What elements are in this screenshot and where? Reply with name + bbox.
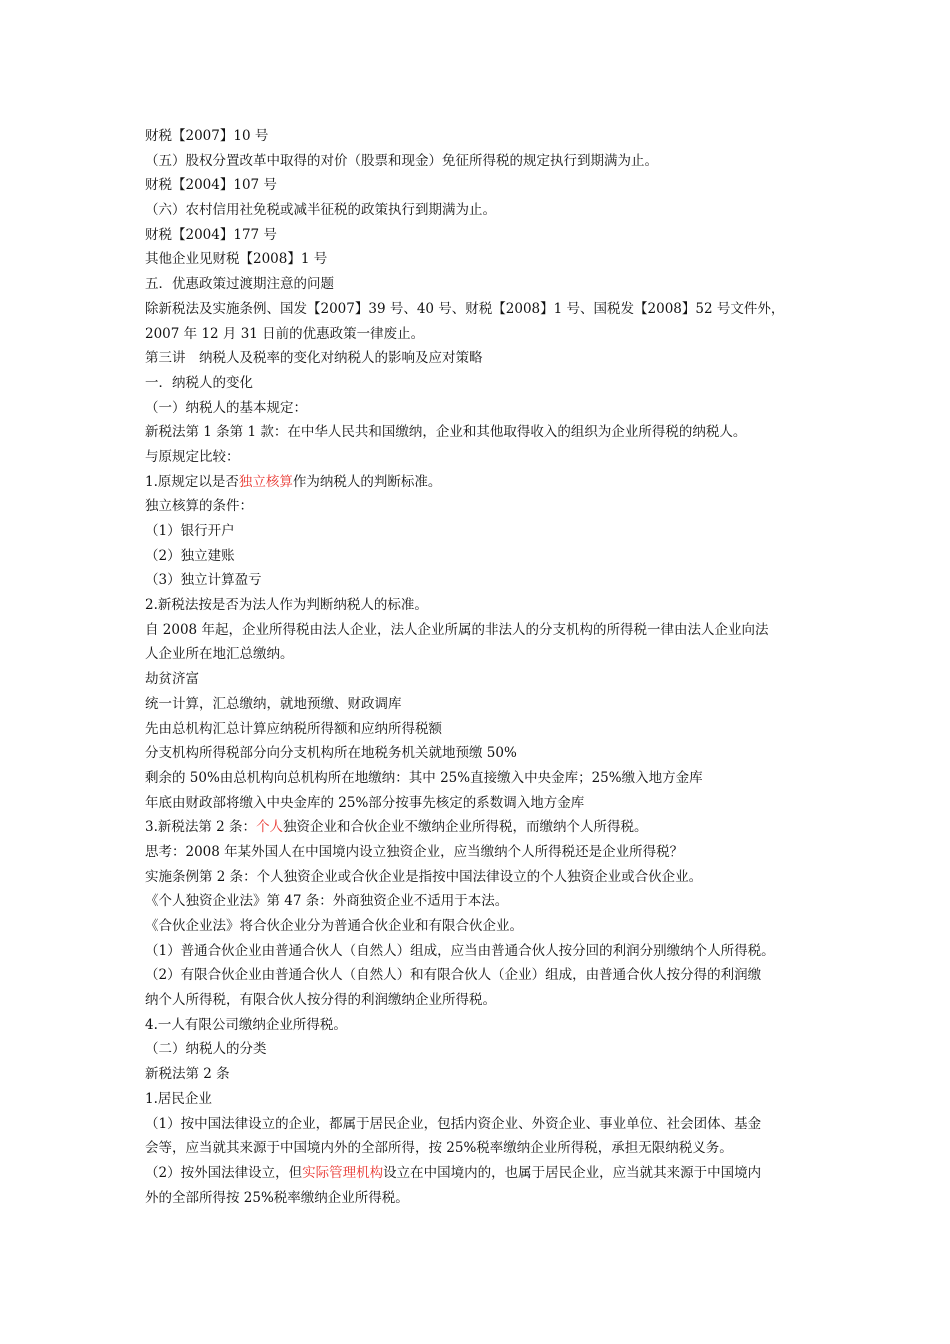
text-segment: 会等，应当就其来源于中国境内外的全部所得，按 25%税率缴纳企业所得税，承担无限纳税义务。 — [145, 1140, 733, 1157]
text-segment: 年底由财政部将缴入中央金库的 25%部分按事先核定的系数调入地方金库 — [145, 794, 585, 811]
text-line — [145, 791, 817, 816]
text-segment: （六）农村信用社免税或减半征税的政策执行到期满为止。 — [145, 202, 496, 219]
document-page — [145, 124, 817, 1210]
text-line — [145, 124, 817, 149]
text-segment: 思考：2008 年某外国人在中国境内设立独资企业，应当缴纳个人所得税还是企业所得税？ — [145, 843, 684, 860]
text-segment: 3.新税法第 2 条： — [145, 819, 257, 836]
text-segment: （五）股权分置改革中取得的对价（股票和现金）免征所得税的规定执行到期满为止。 — [145, 152, 658, 169]
text-segment: 1.原规定以是否 — [145, 473, 239, 490]
text-line — [145, 1087, 817, 1112]
text-segment: 作为纳税人的判断标准。 — [292, 473, 442, 490]
text-line — [145, 1186, 817, 1211]
text-line — [145, 988, 817, 1013]
text-line — [145, 247, 817, 272]
highlighted-term: 独立核算 — [238, 473, 293, 490]
text-segment: 自 2008 年起，企业所得税由法人企业，法人企业所属的非法人的分支机构的所得税一律由法人企业向法 — [145, 621, 769, 638]
text-segment: 财税【2004】107 号 — [145, 177, 277, 194]
text-segment: 4.一人有限公司缴纳企业所得税。 — [145, 1016, 347, 1033]
text-line — [145, 618, 817, 643]
text-line — [145, 470, 817, 495]
text-line — [145, 223, 817, 248]
text-line — [145, 939, 817, 964]
text-line — [145, 519, 817, 544]
text-line — [145, 494, 817, 519]
text-segment: 财税【2004】177 号 — [145, 226, 277, 243]
text-line — [145, 914, 817, 939]
text-segment: （1）银行开户 — [145, 523, 235, 539]
text-line — [145, 149, 817, 174]
text-segment: 劫贫济富 — [145, 671, 199, 688]
highlighted-term: 实际管理机构 — [302, 1164, 384, 1181]
text-line — [145, 815, 817, 840]
text-segment: 分支机构所得税部分向分支机构所在地税务机关就地预缴 50% — [145, 745, 517, 762]
text-segment: 独立核算的条件： — [145, 498, 253, 515]
text-line — [145, 445, 817, 470]
text-line — [145, 692, 817, 717]
text-line — [145, 865, 817, 890]
text-segment: （二）纳税人的分类 — [145, 1041, 267, 1058]
text-segment: 外的全部所得按 25%税率缴纳企业所得税。 — [145, 1189, 409, 1206]
text-line — [145, 717, 817, 742]
text-segment: 独资企业和合伙企业不缴纳企业所得税，而缴纳个人所得税。 — [283, 819, 648, 836]
text-line — [145, 297, 817, 322]
text-segment: 《个人独资企业法》第 47 条：外商独资企业不适用于本法。 — [145, 893, 509, 910]
text-segment: 先由总机构汇总计算应纳税所得额和应纳所得税额 — [145, 720, 442, 737]
text-line — [145, 568, 817, 593]
text-line — [145, 889, 817, 914]
text-segment: 2007 年 12 月 31 日前的优惠政策一律废止。 — [145, 325, 425, 342]
text-line — [145, 741, 817, 766]
text-line — [145, 963, 817, 988]
highlighted-term: 个人 — [256, 819, 284, 836]
text-segment: （2）按外国法律设立，但 — [145, 1164, 303, 1181]
text-line — [145, 272, 817, 297]
text-segment: （一）纳税人的基本规定： — [145, 399, 307, 416]
text-line — [145, 544, 817, 569]
text-segment: 2.新税法按是否为法人作为判断纳税人的标准。 — [145, 597, 428, 614]
text-segment: 实施条例第 2 条：个人独资企业或合伙企业是指按中国法律设立的个人独资企业或合伙企业。 — [145, 868, 703, 885]
text-segment: 一．纳税人的变化 — [145, 374, 253, 391]
text-line — [145, 1037, 817, 1062]
text-segment: 其他企业见财税【2008】1 号 — [145, 251, 328, 268]
text-line — [145, 346, 817, 371]
text-line — [145, 1013, 817, 1038]
text-segment: 人企业所在地汇总缴纳。 — [145, 646, 294, 663]
text-line — [145, 322, 817, 347]
text-line — [145, 198, 817, 223]
text-line — [145, 840, 817, 865]
text-line — [145, 642, 817, 667]
text-line — [145, 1136, 817, 1161]
text-line — [145, 766, 817, 791]
text-segment: （1）普通合伙企业由普通合伙人（自然人）组成，应当由普通合伙人按分回的利润分别缴纳个人所得税。 — [145, 942, 775, 959]
text-line — [145, 1161, 817, 1186]
text-segment: （1）按中国法律设立的企业，都属于居民企业，包括内资企业、外资企业、事业单位、社会团体、基金 — [145, 1115, 762, 1132]
text-segment: 新税法第 2 条 — [145, 1066, 230, 1083]
text-segment: （2）有限合伙企业由普通合伙人（自然人）和有限合伙人（企业）组成，由普通合伙人按分得的利润缴 — [145, 967, 762, 984]
text-line — [145, 593, 817, 618]
text-line — [145, 371, 817, 396]
text-segment: 设立在中国境内的，也属于居民企业，应当就其来源于中国境内 — [383, 1164, 762, 1181]
text-segment: 财税【2007】10 号 — [145, 128, 269, 144]
text-segment: 第三讲 纳税人及税率的变化对纳税人的影响及应对策略 — [145, 350, 483, 367]
text-line — [145, 667, 817, 692]
text-line — [145, 396, 817, 421]
text-segment: 《合伙企业法》将合伙企业分为普通合伙企业和有限合伙企业。 — [145, 918, 523, 934]
text-line — [145, 1112, 817, 1137]
text-segment: 剩余的 50%由总机构向总机构所在地缴纳：其中 25%直接缴入中央金库；25%缴入地方金库 — [145, 769, 703, 786]
text-segment: 纳个人所得税，有限合伙人按分得的利润缴纳企业所得税。 — [145, 992, 496, 1009]
text-segment: 新税法第 1 条第 1 款：在中华人民共和国缴纳，企业和其他取得收入的组织为企业所得税的纳税人。 — [145, 424, 747, 441]
text-segment: （2）独立建账 — [145, 547, 235, 564]
text-line — [145, 1062, 817, 1087]
text-segment: 1.居民企业 — [145, 1090, 212, 1107]
text-segment: 统一计算，汇总缴纳，就地预缴、财政调库 — [145, 695, 402, 712]
text-segment: 与原规定比较： — [145, 448, 240, 465]
text-segment: 五．优惠政策过渡期注意的问题 — [145, 276, 334, 293]
text-line — [145, 173, 817, 198]
text-segment: （3）独立计算盈亏 — [145, 572, 262, 589]
text-line — [145, 420, 817, 445]
text-segment: 除新税法及实施条例、国发【2007】39 号、40 号、财税【2008】1 号、国税发【2008】52 号文件外， — [145, 300, 785, 317]
